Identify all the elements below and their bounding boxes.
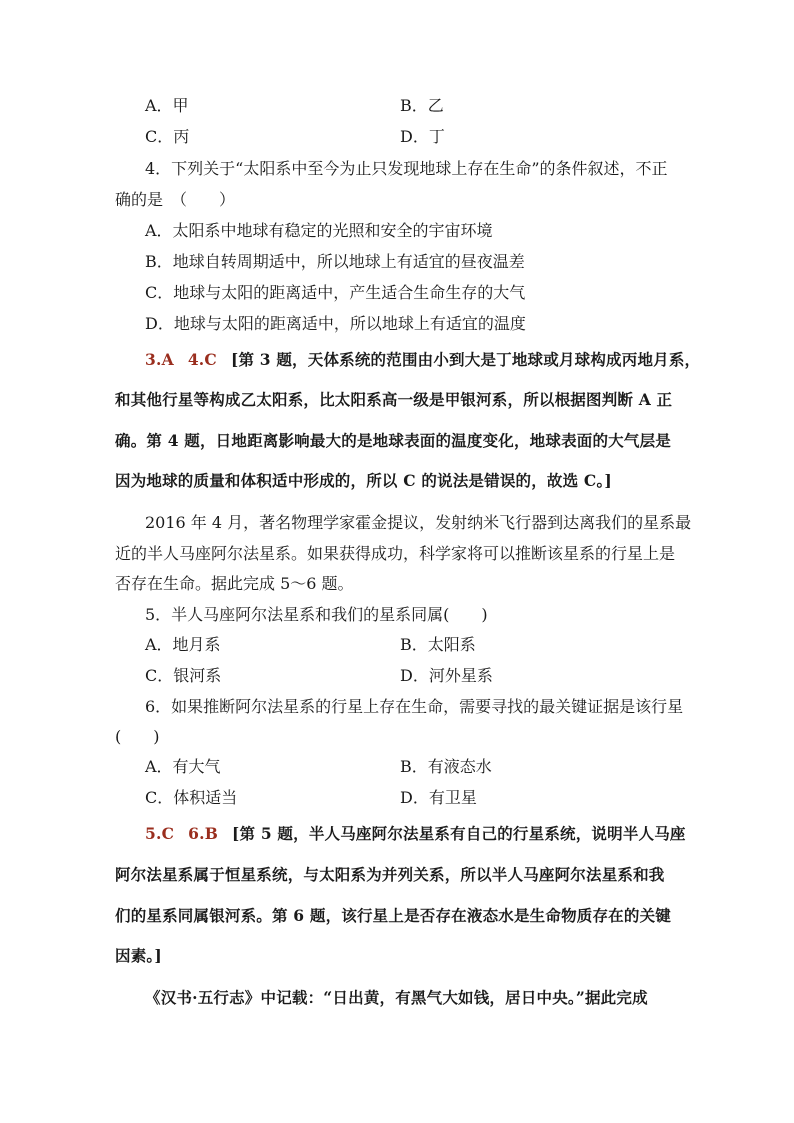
q4-stem-line2: 确的是 （ ） bbox=[115, 190, 236, 209]
q6-stem-line2: ( ) bbox=[115, 727, 160, 746]
q3-option-d: D．丁 bbox=[400, 127, 445, 146]
q3-option-c: C．丙 bbox=[145, 127, 190, 146]
q4-option-d: D．地球与太阳的距离适中，所以地球上有适宜的温度 bbox=[145, 314, 526, 333]
answer-code-6: 6.B bbox=[188, 824, 219, 843]
q5-option-c: C．银河系 bbox=[145, 666, 222, 685]
answer-3-4-line2: 和其他行星等构成乙太阳系，比太阳系高一级是甲银河系，所以根据图判断 A 正 bbox=[115, 390, 673, 409]
answer-3-4-line4: 因为地球的质量和体积适中形成的，所以 C 的说法是错误的，故选 C。] bbox=[115, 471, 612, 490]
q3-option-b: B．乙 bbox=[400, 96, 444, 115]
answer-3-4-line3: 确。第 4 题，日地距离影响最大的是地球表面的温度变化，地球表面的大气层是 bbox=[115, 431, 671, 450]
q6-stem-line1: 6．如果推断阿尔法星系的行星上存在生命，需要寻找的最关键证据是该行星 bbox=[145, 697, 684, 716]
q6-option-c: C．体积适当 bbox=[145, 788, 238, 807]
q6-option-b: B．有液态水 bbox=[400, 757, 492, 776]
q4-stem-line1: 4．下列关于“太阳系中至今为止只发现地球上存在生命”的条件叙述，不正 bbox=[145, 159, 668, 178]
answer-3-4-text1: [第 3 题，天体系统的范围由小到大是丁地球或月球构成丙地月系， bbox=[230, 350, 701, 369]
q5-option-b: B．太阳系 bbox=[400, 635, 476, 654]
q4-option-c: C．地球与太阳的距离适中，产生适合生命生存的大气 bbox=[145, 283, 526, 302]
passage-5-6-line2: 近的半人马座阿尔法星系。如果获得成功，科学家将可以推断该星系的行星上是 bbox=[115, 544, 676, 563]
answer-code-5: 5.C bbox=[145, 824, 175, 843]
passage-5-6-line1: 2016 年 4 月，著名物理学家霍金提议，发射纳米飞行器到达离我们的星系最 bbox=[145, 513, 692, 532]
answer-5-6-line1 bbox=[145, 823, 686, 845]
q6-option-a: A．有大气 bbox=[145, 757, 221, 776]
answer-5-6-line4: 因素。] bbox=[115, 946, 162, 965]
answer-3-4-line1 bbox=[145, 349, 700, 371]
q5-stem: 5．半人马座阿尔法星系和我们的星系同属( ) bbox=[145, 605, 488, 624]
passage-5-6-line3: 否存在生命。据此完成 5～6 题。 bbox=[115, 574, 354, 593]
q5-option-d: D．河外星系 bbox=[400, 666, 493, 685]
answer-code-3: 3.A bbox=[145, 350, 174, 369]
q3-option-a: A．甲 bbox=[145, 96, 189, 115]
answer-5-6-line2: 阿尔法星系属于恒星系统，与太阳系为并列关系，所以半人马座阿尔法星系和我 bbox=[115, 865, 665, 884]
q6-option-d: D．有卫星 bbox=[400, 788, 477, 807]
answer-5-6-text1: [第 5 题，半人马座阿尔法星系有自己的行星系统，说明半人马座 bbox=[232, 824, 686, 843]
answer-code-4: 4.C bbox=[187, 350, 217, 369]
q4-option-a: A．太阳系中地球有稳定的光照和安全的宇宙环境 bbox=[145, 221, 493, 240]
passage-next-line1: 《汉书·五行志》中记载：“日出黄，有黑气大如钱，居日中央。”据此完成 bbox=[145, 988, 648, 1007]
q5-option-a: A．地月系 bbox=[145, 635, 221, 654]
q4-option-b: B．地球自转周期适中，所以地球上有适宜的昼夜温差 bbox=[145, 252, 525, 271]
answer-5-6-line3: 们的星系同属银河系。第 6 题，该行星上是否存在液态水是生命物质存在的关键 bbox=[115, 906, 671, 925]
